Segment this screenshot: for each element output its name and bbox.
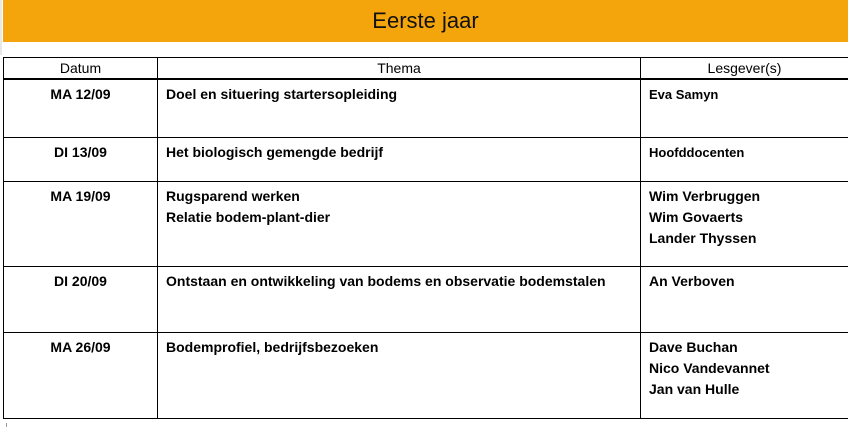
table-row <box>4 138 848 182</box>
theme-line: Bodemprofiel, bedrijfsbezoeken <box>166 339 379 355</box>
column-header-date: Datum <box>4 58 158 80</box>
table-row <box>4 333 848 419</box>
theme-line: Het biologisch gemengde bedrijf <box>166 144 384 160</box>
row-teacher <box>641 182 848 267</box>
table-row <box>4 267 848 333</box>
table-row <box>4 182 848 267</box>
teacher-line: Lander Thyssen <box>649 230 757 246</box>
row-date: DI 13/09 <box>4 138 158 182</box>
row-teacher <box>641 333 848 419</box>
table-header-row <box>4 58 848 80</box>
column-header-theme: Thema <box>158 58 641 80</box>
theme-line: Doel en situering startersopleiding <box>166 86 398 102</box>
row-date: MA 26/09 <box>4 333 158 419</box>
teacher-line: Jan van Hulle <box>649 381 740 397</box>
page-title: Eerste jaar <box>372 8 479 33</box>
theme-line: Ontstaan en ontwikkeling van bodems en observatie bodemstalen <box>166 273 606 289</box>
row-teacher <box>641 267 848 333</box>
schedule-table <box>3 57 848 419</box>
row-date: MA 12/09 <box>4 79 158 138</box>
row-teacher <box>641 138 848 182</box>
table-row <box>4 79 848 138</box>
row-date: DI 20/09 <box>4 267 158 333</box>
row-theme <box>158 333 641 419</box>
teacher-line: Wim Govaerts <box>649 209 744 225</box>
teacher-line: Nico Vandevannet <box>649 360 770 376</box>
row-date: MA 19/09 <box>4 182 158 267</box>
row-theme <box>158 267 641 333</box>
teacher-line: Wim Verbruggen <box>649 188 761 204</box>
row-theme <box>158 79 641 138</box>
teacher-line: An Verboven <box>649 273 735 289</box>
teacher-line: Dave Buchan <box>649 339 738 355</box>
row-teacher <box>641 79 848 138</box>
row-theme <box>158 138 641 182</box>
page-title-banner <box>3 0 848 42</box>
row-theme <box>158 182 641 267</box>
teacher-line: Hoofddocenten <box>649 145 745 160</box>
teacher-line: Eva Samyn <box>649 87 719 102</box>
bottom-edge-mark <box>6 423 7 427</box>
theme-line: Rugsparend werken <box>166 188 300 204</box>
theme-line: Relatie bodem-plant-dier <box>166 209 331 225</box>
left-edge-line <box>0 0 2 55</box>
column-header-teacher: Lesgever(s) <box>641 58 848 80</box>
